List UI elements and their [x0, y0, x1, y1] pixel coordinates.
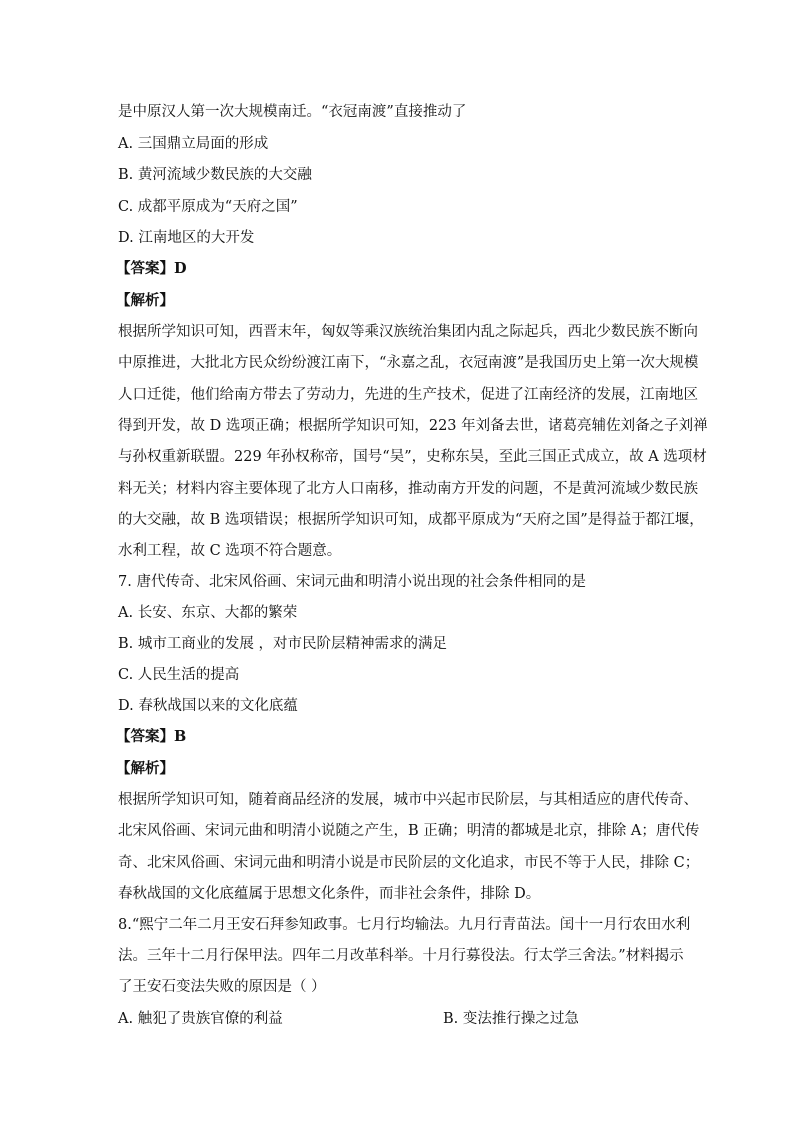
q6-analysis-label: 【解析】: [116, 292, 174, 309]
q8-stem-line: 8.“熙宁二年二月王安石拜参知政事。七月行均输法。九月行青苗法。闰十一月行农田水利: [118, 917, 691, 933]
q7-option-a: A. 长安、东京、大都的繁荣: [118, 605, 298, 621]
q7-stem: 7. 唐代传奇、北宋风俗画、宋词元曲和明清小说出现的社会条件相同的是: [118, 574, 586, 590]
q6-stem-tail: 是中原汉人第一次大规模南迁。“衣冠南渡”直接推动了: [118, 104, 467, 120]
q6-analysis-line: 与孙权重新联盟。229 年孙权称帝，国号“吴”，史称东吴，至此三国正式成立，故 A 选项材: [118, 449, 707, 465]
q6-option-a: A. 三国鼎立局面的形成: [118, 136, 269, 152]
q7-analysis-line: 奇、北宋风俗画、宋词元曲和明清小说是市民阶层的文化追求，市民不等于人民，排除 C；: [118, 855, 700, 871]
q6-analysis-line: 得到开发，故 D 选项正确；根据所学知识可知，223 年刘备去世，诸葛亮辅佐刘备之子刘禅: [118, 418, 708, 434]
q7-option-c: C. 人民生活的提高: [118, 667, 240, 683]
q6-analysis-line: 中原推进，大批北方民众纷纷渡江南下，“永嘉之乱，衣冠南渡”是我国历史上第一次大规模: [118, 355, 699, 371]
q6-analysis-line: 的大交融，故 B 选项错误；根据所学知识可知，成都平原成为“天府之国”是得益于都江堰，: [118, 512, 704, 528]
q6-analysis-line: 水利工程，故 C 选项不符合题意。: [118, 543, 342, 559]
q8-option-a: A. 触犯了贵族官僚的利益: [118, 1011, 283, 1027]
q7-analysis-line: 春秋战国的文化底蕴属于思想文化条件，而非社会条件，排除 D。: [118, 886, 541, 902]
q8-option-b: B. 变法推行操之过急: [443, 1011, 579, 1027]
q7-option-d: D. 春秋战国以来的文化底蕴: [118, 698, 298, 714]
q7-analysis-line: 根据所学知识可知，随着商品经济的发展，城市中兴起市民阶层，与其相适应的唐代传奇、: [118, 792, 698, 808]
q6-option-b: B. 黄河流域少数民族的大交融: [118, 167, 312, 183]
q8-stem-line: 了王安石变法失败的原因是（ ）: [118, 979, 326, 995]
q7-answer: 【答案】B: [116, 728, 187, 745]
q7-analysis-label: 【解析】: [116, 760, 174, 777]
q8-stem-line: 法。三年十二月行保甲法。四年二月改革科举。十月行募役法。行太学三舍法。”材料揭示: [118, 948, 684, 964]
q6-analysis-line: 根据所学知识可知，西晋末年，匈奴等乘汉族统治集团内乱之际起兵，西北少数民族不断向: [118, 324, 698, 340]
q7-option-b: B. 城市工商业的发展 ，对市民阶层精神需求的满足: [118, 636, 447, 652]
q6-option-c: C. 成都平原成为“天府之国”: [118, 199, 298, 215]
q6-option-d: D. 江南地区的大开发: [118, 230, 255, 246]
q6-analysis-line: 料无关；材料内容主要体现了北方人口南移，推动南方开发的问题，不是黄河流域少数民族: [118, 481, 698, 497]
q7-analysis-line: 北宋风俗画、宋词元曲和明清小说随之产生，B 正确；明清的都城是北京，排除 A；唐代传: [118, 823, 700, 839]
q6-answer: 【答案】D: [116, 260, 187, 277]
q6-analysis-line: 人口迁徙，他们给南方带去了劳动力，先进的生产技术，促进了江南经济的发展，江南地区: [118, 387, 698, 403]
